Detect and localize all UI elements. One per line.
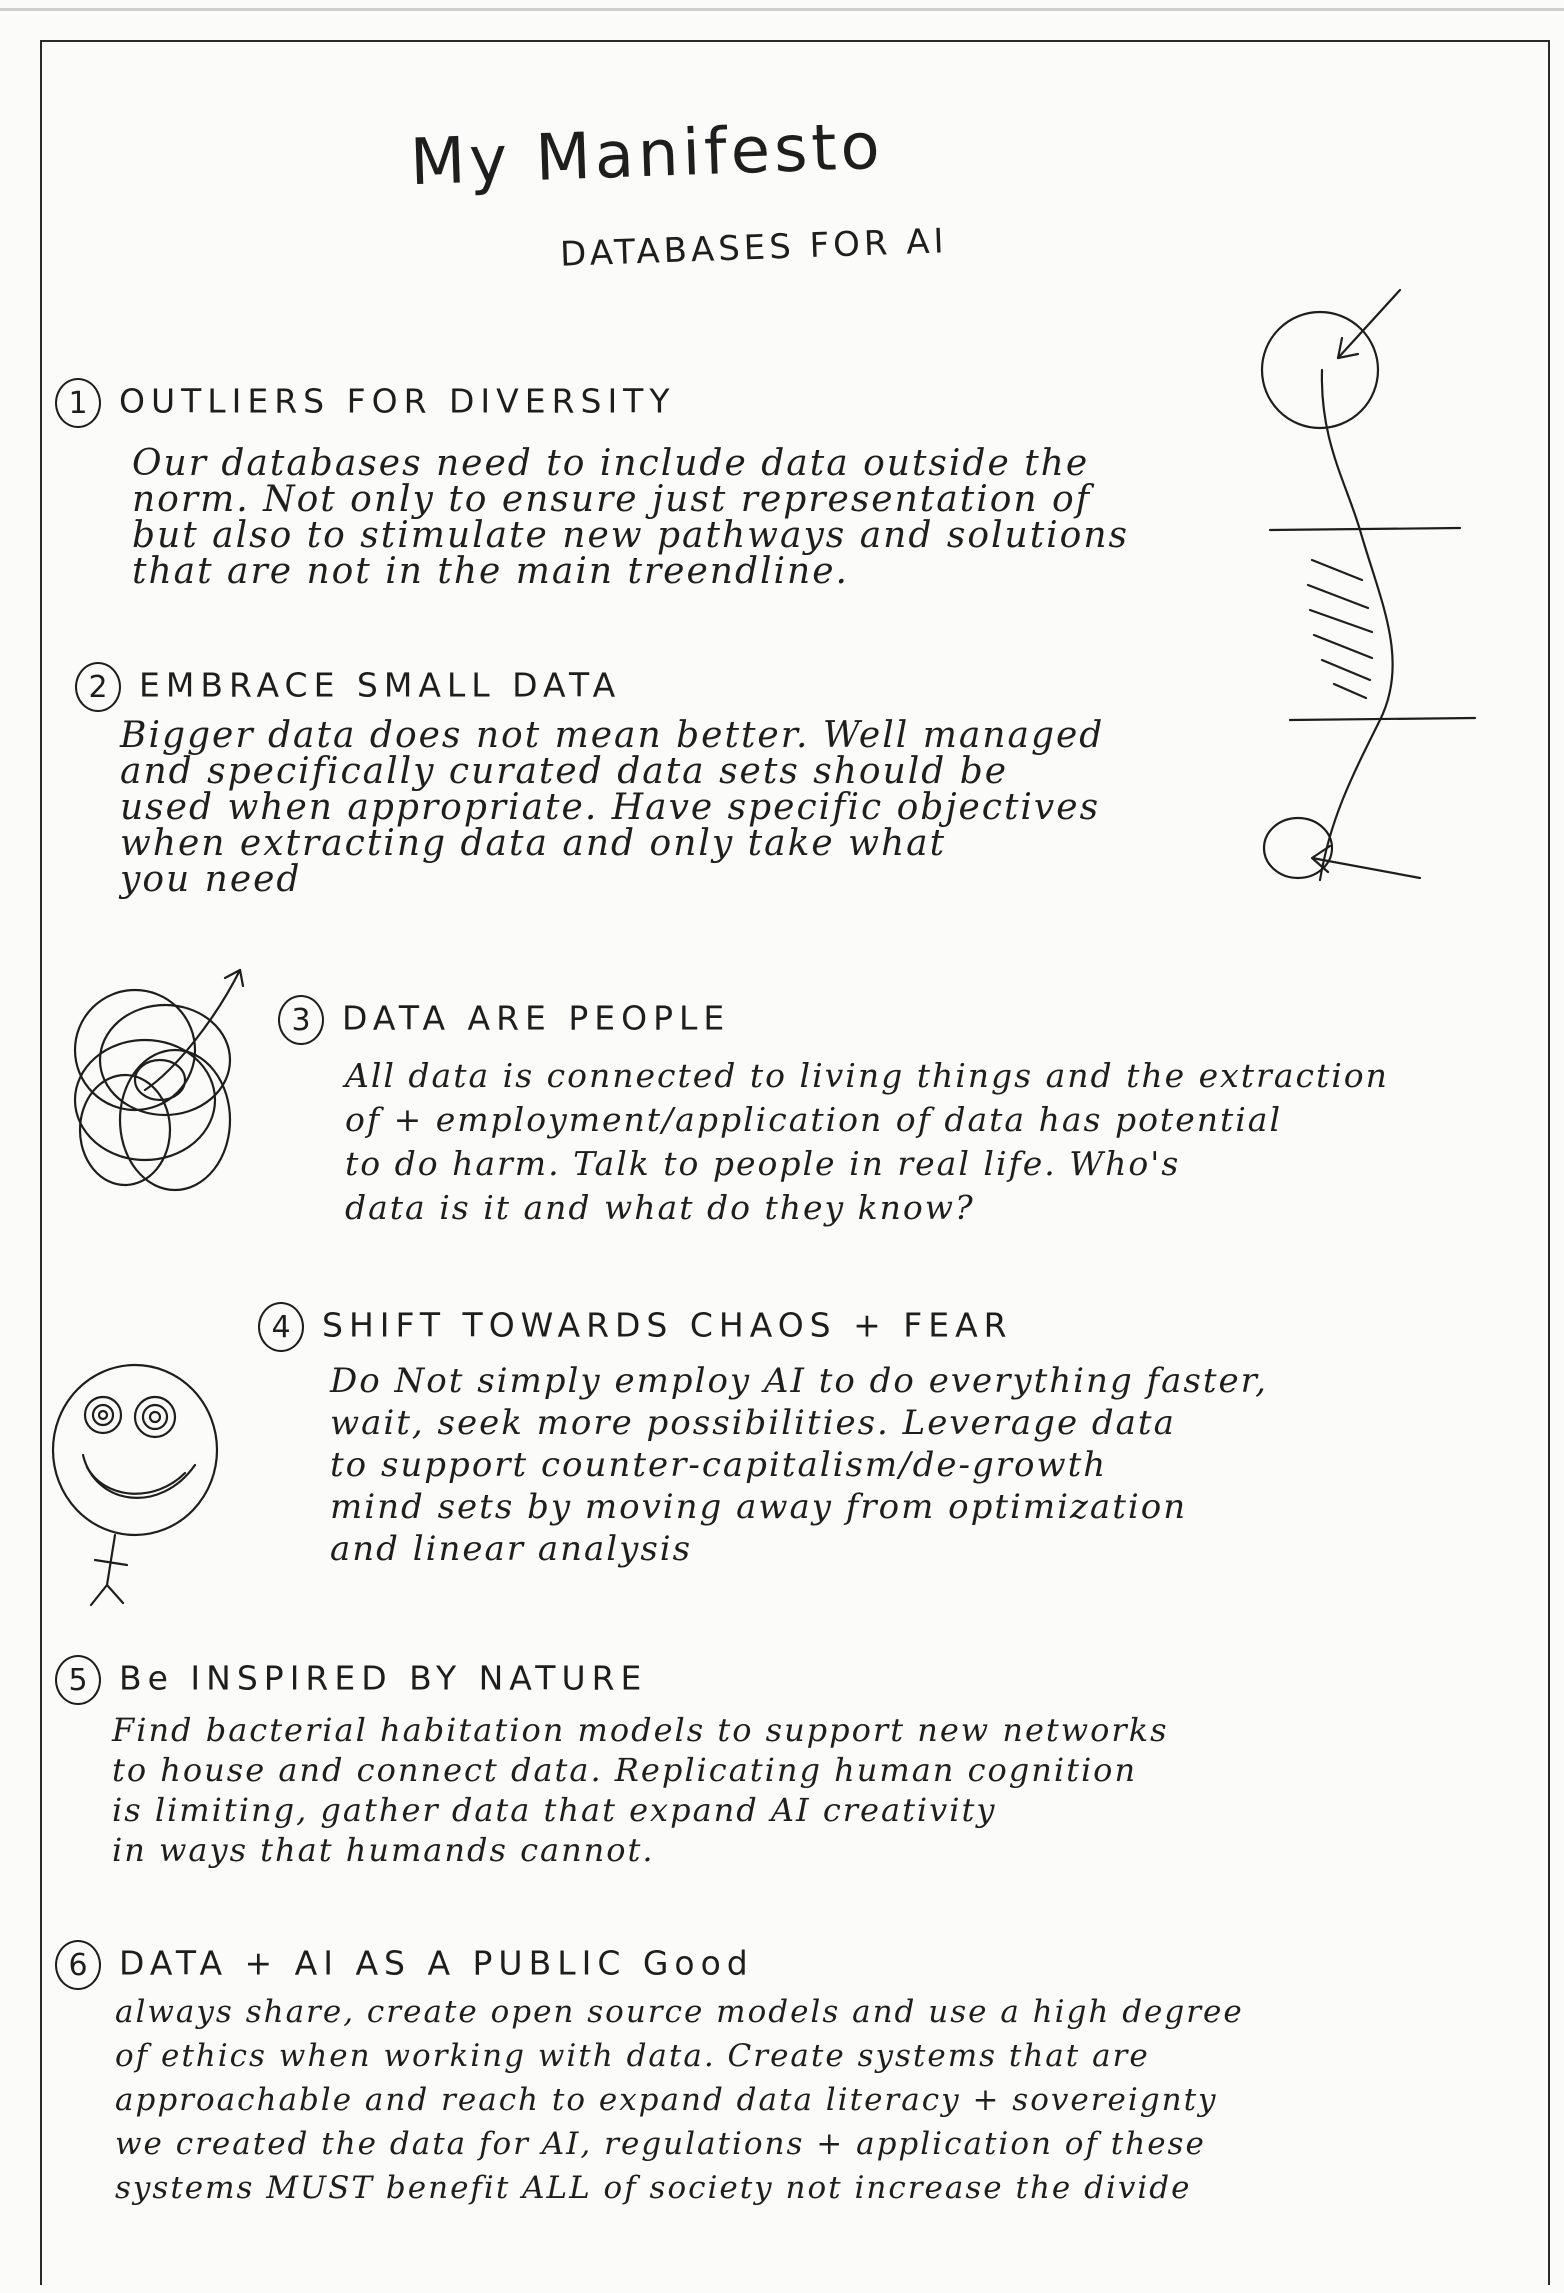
section-4-title: SHIFT TOWARDS CHAOS + FEAR xyxy=(322,1305,1013,1345)
section-6-body xyxy=(115,1990,1244,2210)
section-1-line: Our databases need to include data outside the xyxy=(132,443,1090,484)
page-subtitle: DATABASES FOR AI xyxy=(559,221,949,275)
section-4-number: 4 xyxy=(258,1302,304,1352)
section-4-line: to support counter-capitalism/de-growth xyxy=(330,1445,1108,1485)
section-1-heading xyxy=(55,378,676,428)
section-6-line: approachable and reach to expand data literacy + sovereignty xyxy=(115,2082,1218,2118)
section-5-heading xyxy=(55,1655,647,1705)
section-3-line: of + employment/application of data has potential xyxy=(345,1100,1283,1139)
smiley-face-icon xyxy=(35,1355,235,1625)
section-6-line: always share, create open source models and use a high degree xyxy=(115,1994,1244,2030)
section-3-body xyxy=(345,1054,1389,1230)
section-2-line: you need xyxy=(120,859,302,900)
section-5-body xyxy=(112,1710,1169,1870)
section-2-line: used when appropriate. Have specific objectives xyxy=(120,787,1101,828)
section-4-heading xyxy=(258,1302,1013,1352)
section-6-title: DATA + AI AS A PUBLIC Good xyxy=(119,1943,754,1983)
section-3-line: data is it and what do they know? xyxy=(345,1188,975,1227)
section-3-heading xyxy=(278,995,730,1045)
section-6-line: we created the data for AI, regulations + application of these xyxy=(115,2126,1206,2162)
section-2-heading xyxy=(75,662,621,712)
section-3-line: to do harm. Talk to people in real life. Who's xyxy=(345,1144,1181,1183)
section-3-line: All data is connected to living things and the extraction xyxy=(345,1056,1389,1095)
section-4-line: mind sets by moving away from optimization xyxy=(330,1487,1188,1527)
section-4-line: and linear analysis xyxy=(330,1529,693,1569)
section-1-number: 1 xyxy=(55,378,101,428)
scan-top-edge xyxy=(0,8,1564,11)
section-5-number: 5 xyxy=(55,1655,101,1705)
section-6-line: systems MUST benefit ALL of society not increase the divide xyxy=(115,2170,1192,2206)
section-2-line: Bigger data does not mean better. Well managed xyxy=(120,715,1105,756)
section-5-line: in ways that humands cannot. xyxy=(112,1831,655,1869)
section-3-title: DATA ARE PEOPLE xyxy=(342,998,731,1038)
tangled-circles-icon xyxy=(55,950,265,1230)
section-1-line: but also to stimulate new pathways and solutions xyxy=(132,515,1130,556)
section-5-line: to house and connect data. Replicating human cognition xyxy=(112,1751,1138,1789)
section-6-line: of ethics when working with data. Create systems that are xyxy=(115,2038,1150,2074)
section-2-line: and specifically curated data sets should be xyxy=(120,751,1009,792)
section-2-number: 2 xyxy=(75,662,121,712)
section-2-body xyxy=(120,715,1105,900)
section-5-title: Be INSPIRED BY NATURE xyxy=(119,1658,648,1698)
section-4-line: Do Not simply employ AI to do everything faster, xyxy=(330,1361,1268,1401)
section-1-line: that are not in the main treendline. xyxy=(132,551,849,592)
section-2-line: when extracting data and only take what xyxy=(120,823,947,864)
page-title: My Manifesto xyxy=(408,109,885,201)
section-5-line: is limiting, gather data that expand AI creativity xyxy=(112,1791,997,1829)
section-6-number: 6 xyxy=(55,1940,101,1990)
wave-diagram-icon xyxy=(1250,280,1480,930)
section-3-number: 3 xyxy=(278,995,324,1045)
section-1-title: OUTLIERS FOR DIVERSITY xyxy=(119,381,676,421)
section-4-line: wait, seek more possibilities. Leverage data xyxy=(330,1403,1176,1443)
section-2-title: EMBRACE SMALL DATA xyxy=(139,665,622,705)
section-1-body xyxy=(132,443,1130,592)
section-4-body xyxy=(330,1360,1268,1570)
section-5-line: Find bacterial habitation models to support new networks xyxy=(112,1711,1169,1749)
section-6-heading xyxy=(55,1940,754,1990)
section-1-line: norm. Not only to ensure just representation of xyxy=(132,479,1092,520)
